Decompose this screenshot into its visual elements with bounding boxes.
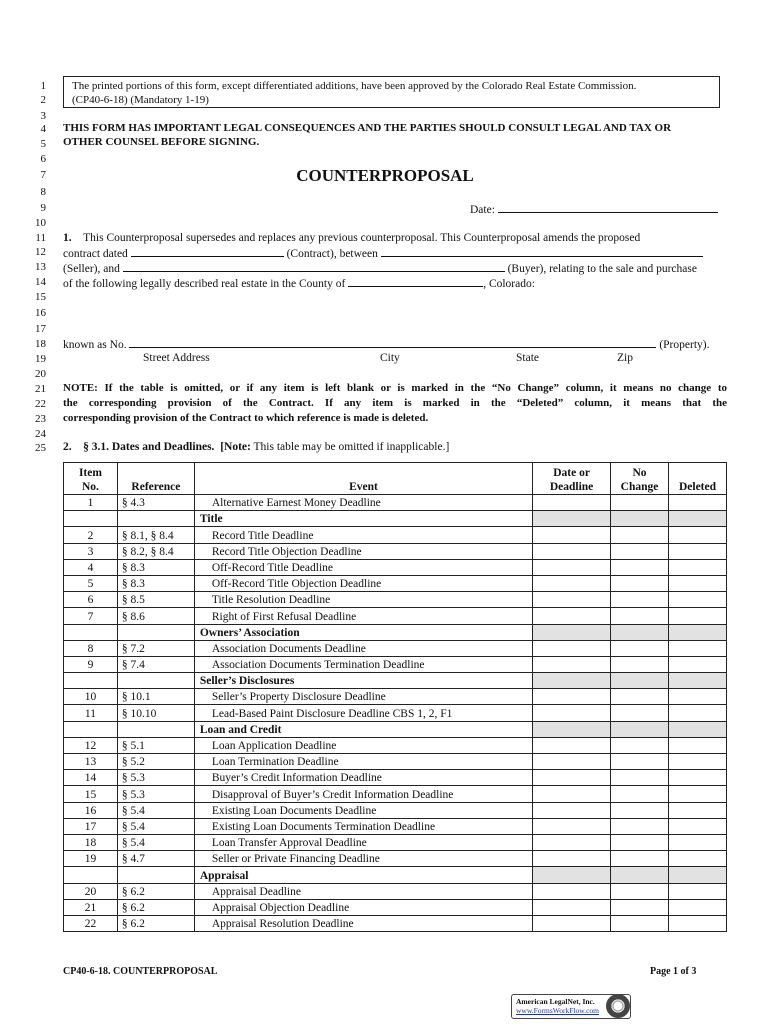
line-number: 2 xyxy=(40,94,46,106)
table-row xyxy=(64,883,727,899)
line-number: 18 xyxy=(35,338,46,350)
table-row xyxy=(64,834,727,850)
deleted-checkbox[interactable] xyxy=(668,527,726,543)
date-deadline-input[interactable] xyxy=(533,754,611,770)
table-row xyxy=(64,802,727,818)
seller-and-label: (Seller), and xyxy=(63,263,120,275)
item-number: 10 xyxy=(64,689,118,705)
deleted-checkbox[interactable] xyxy=(668,754,726,770)
header-item-no: Item No. xyxy=(64,463,118,495)
line-number: 21 xyxy=(35,383,46,395)
deleted-checkbox[interactable] xyxy=(668,640,726,656)
event-cell: Appraisal Resolution Deadline xyxy=(194,915,532,931)
item-cell-empty xyxy=(64,721,118,737)
event-cell: Alternative Earnest Money Deadline xyxy=(194,495,532,511)
item-number: 7 xyxy=(64,608,118,624)
reference-cell-empty xyxy=(117,673,194,689)
item-number: 5 xyxy=(64,575,118,591)
table-section-row xyxy=(64,624,727,640)
contract-between-label: (Contract), between xyxy=(286,248,378,260)
city-caption: City xyxy=(380,352,400,364)
item-number: 19 xyxy=(64,851,118,867)
event-cell: Record Title Objection Deadline xyxy=(194,543,532,559)
date-deadline-input[interactable] xyxy=(533,543,611,559)
no-change-checkbox[interactable] xyxy=(611,770,669,786)
no-change-checkbox[interactable] xyxy=(611,592,669,608)
no-change-checkbox[interactable] xyxy=(611,883,669,899)
reference-cell: § 5.3 xyxy=(117,786,194,802)
deleted-checkbox[interactable] xyxy=(668,575,726,591)
item-number: 11 xyxy=(64,705,118,721)
date-cell-disabled xyxy=(533,721,611,737)
no-change-cell-disabled xyxy=(611,867,669,883)
notice-line-2: (CP40-6-18) (Mandatory 1-19) xyxy=(72,94,209,106)
item-number: 6 xyxy=(64,592,118,608)
no-change-checkbox[interactable] xyxy=(611,802,669,818)
table-row xyxy=(64,640,727,656)
deleted-checkbox[interactable] xyxy=(668,543,726,559)
table-row xyxy=(64,656,727,672)
event-cell: Existing Loan Documents Termination Deadline xyxy=(194,818,532,834)
no-change-checkbox[interactable] xyxy=(611,689,669,705)
deleted-cell-disabled xyxy=(668,721,726,737)
table-row xyxy=(64,608,727,624)
no-change-checkbox[interactable] xyxy=(611,608,669,624)
table-section-row xyxy=(64,721,727,737)
date-field[interactable] xyxy=(498,201,718,213)
line-number: 6 xyxy=(40,153,46,165)
line-number: 5 xyxy=(40,138,46,150)
form-approval-notice xyxy=(63,76,720,108)
reference-cell-empty xyxy=(117,721,194,737)
line-number: 17 xyxy=(35,323,46,335)
item-number: 18 xyxy=(64,834,118,850)
date-deadline-input[interactable] xyxy=(533,495,611,511)
table-row xyxy=(64,543,727,559)
table-row xyxy=(64,899,727,915)
reference-cell-empty xyxy=(117,624,194,640)
reference-cell: § 8.3 xyxy=(117,559,194,575)
item-number: 2 xyxy=(64,527,118,543)
publisher-name: American LegalNet, Inc. xyxy=(516,997,595,1006)
table-section-row xyxy=(64,511,727,527)
reference-cell: § 5.4 xyxy=(117,818,194,834)
header-no-change: No Change xyxy=(611,463,669,495)
event-cell: Buyer’s Credit Information Deadline xyxy=(194,770,532,786)
no-change-cell-disabled xyxy=(611,511,669,527)
header-date-deadline: Date or Deadline xyxy=(533,463,611,495)
reference-cell: § 4.7 xyxy=(117,851,194,867)
no-change-cell-disabled xyxy=(611,721,669,737)
section-1-intro: This Counterproposal supersedes and replaces any previous counterproposal. This Counterproposal amends the proposed xyxy=(83,232,641,244)
section-label: Seller’s Disclosures xyxy=(194,673,532,689)
table-row xyxy=(64,527,727,543)
date-cell-disabled xyxy=(533,867,611,883)
section-label: Owners’ Association xyxy=(194,624,532,640)
publisher-url[interactable]: www.FormsWorkFlow.com xyxy=(516,1006,600,1015)
date-deadline-input[interactable] xyxy=(533,656,611,672)
line-number: 12 xyxy=(35,246,46,258)
event-cell: Association Documents Termination Deadline xyxy=(194,656,532,672)
deleted-checkbox[interactable] xyxy=(668,770,726,786)
line-number: 11 xyxy=(35,232,46,244)
date-deadline-input[interactable] xyxy=(533,899,611,915)
no-change-checkbox[interactable] xyxy=(611,737,669,753)
item-number: 20 xyxy=(64,883,118,899)
line-number: 10 xyxy=(35,217,46,229)
date-deadline-input[interactable] xyxy=(533,737,611,753)
section-label: Loan and Credit xyxy=(194,721,532,737)
header-reference: Reference xyxy=(117,463,194,495)
line-number: 15 xyxy=(35,291,46,303)
buyer-relating-label: (Buyer), relating to the sale and purchase xyxy=(507,263,697,275)
footer-page-number: Page 1 of 3 xyxy=(650,966,697,977)
event-cell: Disapproval of Buyer’s Credit Information Deadline xyxy=(194,786,532,802)
date-deadline-input[interactable] xyxy=(533,786,611,802)
event-cell: Loan Termination Deadline xyxy=(194,754,532,770)
table-row xyxy=(64,592,727,608)
deleted-cell-disabled xyxy=(668,511,726,527)
section-2-number: 2. xyxy=(63,441,72,453)
known-as-label: known as No. xyxy=(63,339,127,351)
item-cell-empty xyxy=(64,624,118,640)
item-number: 16 xyxy=(64,802,118,818)
date-deadline-input[interactable] xyxy=(533,883,611,899)
section-2-note-label: [Note: xyxy=(220,441,251,453)
line-number: 22 xyxy=(35,398,46,410)
deleted-checkbox[interactable] xyxy=(668,495,726,511)
item-number: 17 xyxy=(64,818,118,834)
line-number: 24 xyxy=(35,428,46,440)
no-change-checkbox[interactable] xyxy=(611,754,669,770)
date-deadline-input[interactable] xyxy=(533,802,611,818)
table-row xyxy=(64,575,727,591)
footer-form-id: CP40-6-18. COUNTERPROPOSAL xyxy=(63,966,218,977)
no-change-checkbox[interactable] xyxy=(611,575,669,591)
state-caption: State xyxy=(516,352,539,364)
deleted-cell-disabled xyxy=(668,673,726,689)
item-cell-empty xyxy=(64,867,118,883)
deleted-checkbox[interactable] xyxy=(668,834,726,850)
deleted-checkbox[interactable] xyxy=(668,705,726,721)
no-change-checkbox[interactable] xyxy=(611,559,669,575)
line-number: 23 xyxy=(35,413,46,425)
date-deadline-input[interactable] xyxy=(533,818,611,834)
table-section-row xyxy=(64,867,727,883)
publisher-logo-icon xyxy=(606,994,630,1018)
line-number: 13 xyxy=(35,261,46,273)
event-cell: Right of First Refusal Deadline xyxy=(194,608,532,624)
date-deadline-input[interactable] xyxy=(533,770,611,786)
no-change-checkbox[interactable] xyxy=(611,656,669,672)
line-number: 19 xyxy=(35,353,46,365)
date-deadline-input[interactable] xyxy=(533,705,611,721)
no-change-checkbox[interactable] xyxy=(611,818,669,834)
deleted-checkbox[interactable] xyxy=(668,915,726,931)
date-deadline-input[interactable] xyxy=(533,608,611,624)
item-number: 12 xyxy=(64,737,118,753)
line-number: 4 xyxy=(40,123,46,135)
table-row xyxy=(64,770,727,786)
table-row xyxy=(64,689,727,705)
contract-dated-label: contract dated xyxy=(63,248,128,260)
event-cell: Association Documents Deadline xyxy=(194,640,532,656)
county-suffix-label: , Colorado: xyxy=(483,278,535,290)
deleted-checkbox[interactable] xyxy=(668,689,726,705)
table-section-row xyxy=(64,673,727,689)
page-title: COUNTERPROPOSAL xyxy=(296,166,474,185)
section-label: Title xyxy=(194,511,532,527)
event-cell: Lead-Based Paint Disclosure Deadline CBS 1, 2, F1 xyxy=(194,705,532,721)
table-row xyxy=(64,851,727,867)
reference-cell-empty xyxy=(117,511,194,527)
table-row xyxy=(64,495,727,511)
notice-line-1: The printed portions of this form, except differentiated additions, have been approved by the Colorado Real Estate Commission. xyxy=(72,80,637,92)
reference-cell: § 5.4 xyxy=(117,834,194,850)
deleted-checkbox[interactable] xyxy=(668,656,726,672)
reference-cell: § 8.3 xyxy=(117,575,194,591)
deleted-checkbox[interactable] xyxy=(668,899,726,915)
deleted-checkbox[interactable] xyxy=(668,786,726,802)
reference-cell: § 7.2 xyxy=(117,640,194,656)
section-label: Appraisal xyxy=(194,867,532,883)
header-deleted: Deleted xyxy=(668,463,726,495)
event-cell: Off-Record Title Deadline xyxy=(194,559,532,575)
reference-cell: § 10.10 xyxy=(117,705,194,721)
event-cell: Record Title Deadline xyxy=(194,527,532,543)
item-number: 9 xyxy=(64,656,118,672)
no-change-checkbox[interactable] xyxy=(611,495,669,511)
item-number: 15 xyxy=(64,786,118,802)
reference-cell: § 7.4 xyxy=(117,656,194,672)
date-row xyxy=(470,201,718,218)
reference-cell: § 6.2 xyxy=(117,915,194,931)
note-line-1: NOTE: If the table is omitted, or if any item is left blank or is marked in the “No Change” column, it means no change to xyxy=(63,382,727,394)
line-number: 14 xyxy=(35,276,46,288)
buyer-name-field[interactable] xyxy=(123,260,505,272)
line-number: 25 xyxy=(35,442,46,454)
deleted-checkbox[interactable] xyxy=(668,559,726,575)
deleted-checkbox[interactable] xyxy=(668,818,726,834)
section-2-heading xyxy=(63,440,449,455)
county-field[interactable] xyxy=(348,275,483,287)
deleted-cell-disabled xyxy=(668,624,726,640)
deleted-checkbox[interactable] xyxy=(668,608,726,624)
date-deadline-input[interactable] xyxy=(533,834,611,850)
event-cell: Existing Loan Documents Deadline xyxy=(194,802,532,818)
date-deadline-input[interactable] xyxy=(533,575,611,591)
reference-cell: § 5.3 xyxy=(117,770,194,786)
date-cell-disabled xyxy=(533,673,611,689)
reference-cell: § 5.4 xyxy=(117,802,194,818)
no-change-checkbox[interactable] xyxy=(611,543,669,559)
event-cell: Title Resolution Deadline xyxy=(194,592,532,608)
section-1-number: 1. xyxy=(63,232,72,244)
item-number: 14 xyxy=(64,770,118,786)
reference-cell: § 6.2 xyxy=(117,899,194,915)
deleted-checkbox[interactable] xyxy=(668,851,726,867)
legal-warning-line-2: OTHER COUNSEL BEFORE SIGNING. xyxy=(63,136,260,148)
line-number: 8 xyxy=(40,186,46,198)
dates-deadlines-table xyxy=(63,462,727,932)
item-number: 22 xyxy=(64,915,118,931)
section-2-title: § 3.1. Dates and Deadlines. xyxy=(83,441,215,453)
no-change-checkbox[interactable] xyxy=(611,705,669,721)
reference-cell: § 8.2, § 8.4 xyxy=(117,543,194,559)
date-deadline-input[interactable] xyxy=(533,592,611,608)
reference-cell: § 8.1, § 8.4 xyxy=(117,527,194,543)
table-row xyxy=(64,754,727,770)
event-cell: Loan Transfer Approval Deadline xyxy=(194,834,532,850)
item-cell-empty xyxy=(64,673,118,689)
table-row xyxy=(64,786,727,802)
section-2-note-text: This table may be omitted if inapplicable.] xyxy=(253,441,450,453)
date-deadline-input[interactable] xyxy=(533,689,611,705)
county-prefix-label: of the following legally described real estate in the County of xyxy=(63,278,346,290)
reference-cell: § 8.6 xyxy=(117,608,194,624)
legal-warning-line-1: THIS FORM HAS IMPORTANT LEGAL CONSEQUENCES AND THE PARTIES SHOULD CONSULT LEGAL AND TAX OR xyxy=(63,122,672,134)
date-deadline-input[interactable] xyxy=(533,527,611,543)
item-number: 21 xyxy=(64,899,118,915)
line-number: 20 xyxy=(35,368,46,380)
item-cell-empty xyxy=(64,511,118,527)
item-number: 3 xyxy=(64,543,118,559)
date-cell-disabled xyxy=(533,511,611,527)
line-number: 7 xyxy=(40,169,46,181)
line-number: 16 xyxy=(35,307,46,319)
no-change-checkbox[interactable] xyxy=(611,899,669,915)
no-change-checkbox[interactable] xyxy=(611,834,669,850)
table-row xyxy=(64,915,727,931)
note-line-2: the corresponding provision of the Contract. If any item is marked in the “Deleted” column, it means that the xyxy=(63,397,727,409)
event-cell: Seller’s Property Disclosure Deadline xyxy=(194,689,532,705)
reference-cell: § 5.1 xyxy=(117,737,194,753)
section-1-line-4 xyxy=(63,275,535,292)
no-change-checkbox[interactable] xyxy=(611,915,669,931)
header-event: Event xyxy=(194,463,532,495)
date-deadline-input[interactable] xyxy=(533,915,611,931)
no-change-checkbox[interactable] xyxy=(611,527,669,543)
event-cell: Seller or Private Financing Deadline xyxy=(194,851,532,867)
property-label: (Property). xyxy=(659,339,710,351)
property-address-field[interactable] xyxy=(129,336,656,348)
no-change-cell-disabled xyxy=(611,624,669,640)
reference-cell: § 6.2 xyxy=(117,883,194,899)
table-row xyxy=(64,705,727,721)
line-number: 1 xyxy=(40,80,46,92)
deleted-checkbox[interactable] xyxy=(668,883,726,899)
date-deadline-input[interactable] xyxy=(533,559,611,575)
zip-caption: Zip xyxy=(617,352,633,364)
table-row xyxy=(64,559,727,575)
section-1-line-1 xyxy=(63,231,727,246)
table-row xyxy=(64,818,727,834)
reference-cell-empty xyxy=(117,867,194,883)
no-change-checkbox[interactable] xyxy=(611,851,669,867)
event-cell: Appraisal Objection Deadline xyxy=(194,899,532,915)
no-change-checkbox[interactable] xyxy=(611,640,669,656)
reference-cell: § 10.1 xyxy=(117,689,194,705)
contract-date-field[interactable] xyxy=(131,245,284,257)
event-cell: Off-Record Title Objection Deadline xyxy=(194,575,532,591)
date-deadline-input[interactable] xyxy=(533,851,611,867)
table-header-row xyxy=(64,463,727,495)
item-number: 8 xyxy=(64,640,118,656)
reference-cell: § 4.3 xyxy=(117,495,194,511)
deleted-checkbox[interactable] xyxy=(668,737,726,753)
item-number: 4 xyxy=(64,559,118,575)
no-change-checkbox[interactable] xyxy=(611,786,669,802)
line-number: 9 xyxy=(40,202,46,214)
street-address-caption: Street Address xyxy=(143,352,210,364)
event-cell: Loan Application Deadline xyxy=(194,737,532,753)
deleted-cell-disabled xyxy=(668,867,726,883)
date-label: Date: xyxy=(470,204,495,216)
no-change-cell-disabled xyxy=(611,673,669,689)
note-line-3: corresponding provision of the Contract to which reference is made is deleted. xyxy=(63,412,429,424)
item-number: 13 xyxy=(64,754,118,770)
item-number: 1 xyxy=(64,495,118,511)
deleted-checkbox[interactable] xyxy=(668,592,726,608)
date-deadline-input[interactable] xyxy=(533,640,611,656)
date-cell-disabled xyxy=(533,624,611,640)
reference-cell: § 8.5 xyxy=(117,592,194,608)
deleted-checkbox[interactable] xyxy=(668,802,726,818)
table-row xyxy=(64,737,727,753)
seller-name-field[interactable] xyxy=(381,245,703,257)
reference-cell: § 5.2 xyxy=(117,754,194,770)
event-cell: Appraisal Deadline xyxy=(194,883,532,899)
line-number: 3 xyxy=(40,110,46,122)
